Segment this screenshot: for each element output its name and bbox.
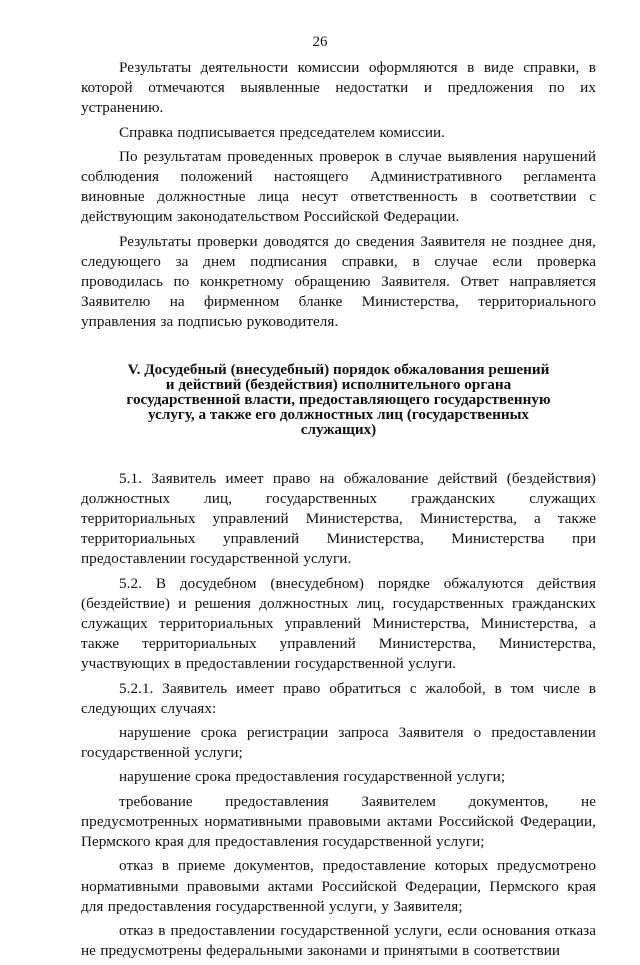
section-heading-line: услугу, а также его должностных лиц (государственных <box>147 405 530 423</box>
list-item-extra-documents: требование предоставления Заявителем документов, не предусмотренных нормативными правовыми актами Российской Федерации, Пермского края для предоставления государственной услуги; <box>81 792 596 851</box>
page-number: 26 <box>312 34 328 50</box>
section-heading-line: государственной власти, предоставляющего государственную <box>126 390 551 408</box>
paragraph-report-signed: Справка подписывается председателем комиссии. <box>119 123 446 141</box>
section-heading-line: служащих) <box>300 420 377 438</box>
paragraph-applicant-notification: Результаты проверки доводятся до сведения Заявителя не позднее дня, следующего за днем подписания справки, в случае если проверка проводилась по конкретному обращению Заявителя. Ответ направляется Заявителю на фирменном бланке Министерства, территориального управления за подписью руководителя. <box>81 232 596 331</box>
list-item-service-delay: нарушение срока предоставления государственной услуги; <box>119 768 506 786</box>
section-heading-line: V. Досудебный (внесудебный) порядок обжалования решений <box>127 360 550 378</box>
paragraph-5-2: 5.2. В досудебном (внесудебном) порядке обжалуются действия (бездействие) и решения должностных лиц, государственных гражданских служащих территориальных управлений Министерства, Министерства, а также территориальных управлений Министерства, Министерства, участвующих в предоставлении государственной услуги. <box>81 574 596 673</box>
list-item-registration-delay: нарушение срока регистрации запроса Заявителя о предоставлении государственной услуги; <box>81 724 596 762</box>
list-item-service-refusal: отказ в предоставлении государственной услуги, если основания отказа не предусмотрены федеральными законами и принятыми в соответствии <box>81 921 596 960</box>
section-heading <box>81 362 596 437</box>
list-item-document-refusal: отказ в приеме документов, предоставление которых предусмотрено нормативными правовыми актами Российской Федерации, Пермского края для предоставления государственной услуги, у Заявителя; <box>81 857 596 915</box>
paragraph-5-1: 5.1. Заявитель имеет право на обжалование действий (бездействия) должностных лиц, государственных гражданских служащих территориальных управлений Министерства, Министерства, а также территориальных управлений Министерства, Министерства при предоставлении государственной услуги. <box>81 469 596 568</box>
paragraph-5-2-1: 5.2.1. Заявитель имеет право обратиться с жалобой, в том числе в следующих случаях: <box>81 679 596 717</box>
document-body <box>81 58 596 965</box>
section-heading-line: и действий (бездействия) исполнительного органа <box>165 375 512 393</box>
paragraph-commission-results: Результаты деятельности комиссии оформляются в виде справки, в которой отмечаются выявленные недостатки и предложения по их устранению. <box>81 59 596 117</box>
paragraph-inspection-violations: По результатам проведенных проверок в случае выявления нарушений соблюдения положений настоящего Административного регламента виновные должностные лица несут ответственность в соответствии с действующим законодательством Российской Федерации. <box>81 147 596 226</box>
